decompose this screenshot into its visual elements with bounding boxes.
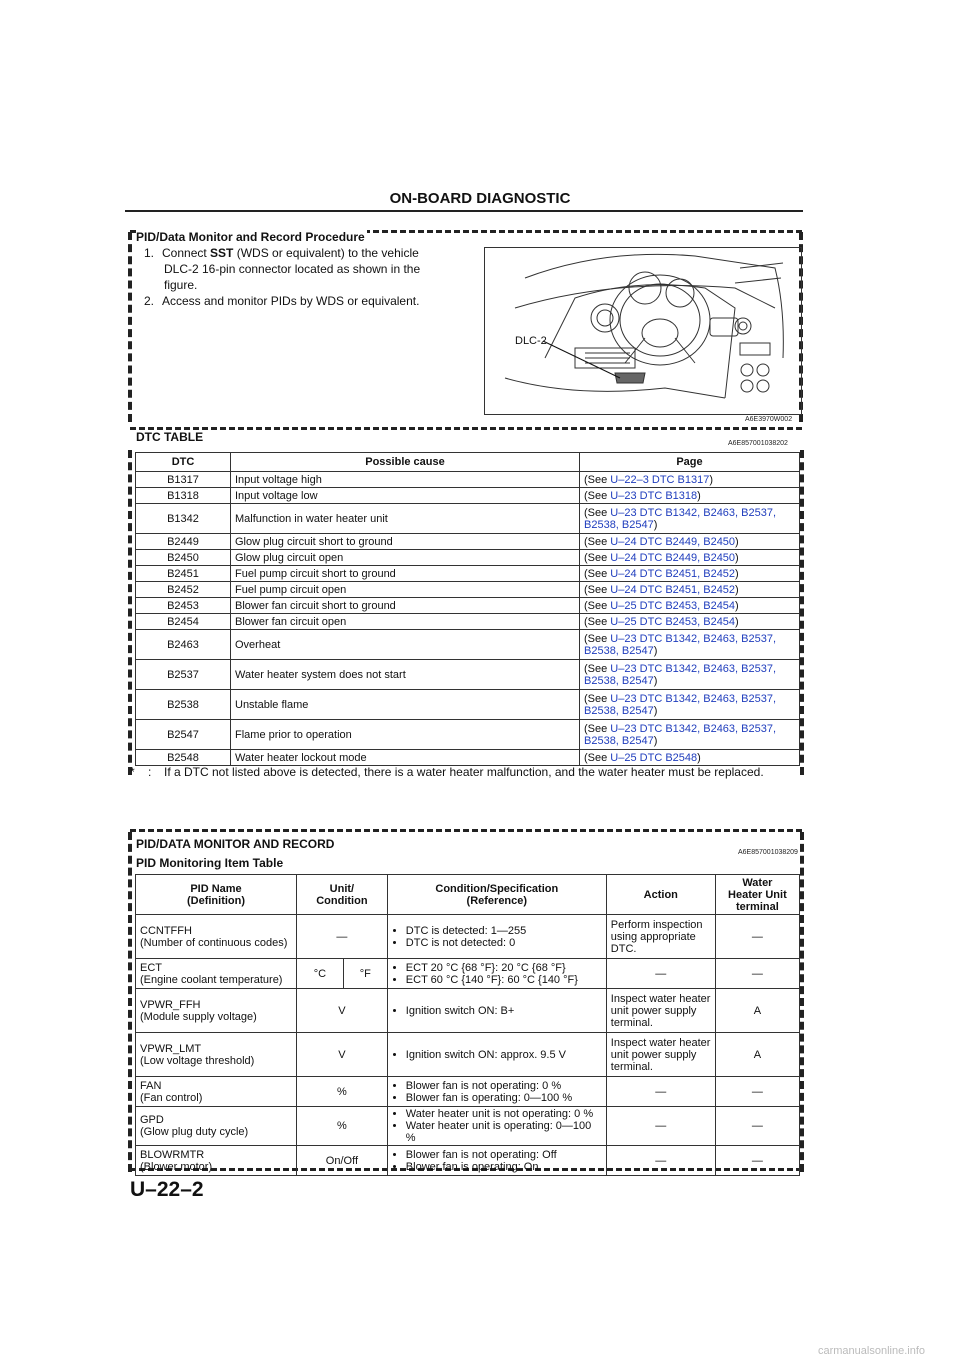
dtc-page-ref: (See U–25 DTC B2453, B2454) — [580, 614, 800, 630]
dtc-cause: Flame prior to operation — [231, 720, 580, 750]
pid-conditions — [387, 989, 606, 1033]
pid-dashed-top — [130, 829, 802, 832]
dtc-page-link[interactable]: U–24 DTC B2449, B2450 — [610, 535, 736, 548]
pid-name-header: PID Name (Definition) — [136, 875, 297, 915]
dtc-cause: Blower fan circuit open — [231, 614, 580, 630]
condition-item: • Ignition switch ON: B+ — [406, 1005, 602, 1017]
dtc-cause: Input voltage low — [231, 488, 580, 504]
pid-terminal: — — [715, 959, 799, 989]
dtc-page-link[interactable]: U–25 DTC B2453, B2454 — [610, 615, 736, 628]
dtc-page-ref: (See U–23 DTC B1318) — [580, 488, 800, 504]
condition-item: • DTC is detected: 1—255 — [406, 925, 602, 937]
pid-name: BLOWRMTR — [140, 1148, 205, 1161]
pid-definition: (Low voltage threshold) — [140, 1054, 255, 1067]
dtc-page-link[interactable]: U–25 DTC B2453, B2454 — [610, 599, 736, 612]
dtc-dashed-left — [128, 450, 132, 775]
dtc-page-link[interactable]: U–23 DTC B1342, B2463, B2537, B2538, B2547 — [584, 632, 777, 657]
dtc-table-row — [136, 550, 800, 566]
dtc-page-link[interactable]: U–25 DTC B2548 — [610, 751, 698, 764]
pid-definition: (Blower motor) — [140, 1160, 213, 1173]
pid-conditions — [387, 1146, 606, 1176]
pid-table-row — [136, 1107, 800, 1146]
dtc-table-row — [136, 582, 800, 598]
condition-item: • Blower fan is operating: 0—100 % — [406, 1092, 602, 1104]
dtc-page-ref: (See U–22–3 DTC B1317) — [580, 472, 800, 488]
pid-terminal: A — [715, 1033, 799, 1077]
pid-name-cell — [136, 1146, 297, 1176]
action-header: Action — [606, 875, 715, 915]
dtc-page-ref: (See U–24 DTC B2449, B2450) — [580, 550, 800, 566]
unit-header: Unit/ Condition — [297, 875, 388, 915]
dtc-cause: Glow plug circuit short to ground — [231, 534, 580, 550]
pid-definition: (Module supply voltage) — [140, 1010, 257, 1023]
pid-table-row — [136, 959, 800, 989]
dtc-page-ref: (See U–25 DTC B2548) — [580, 750, 800, 766]
pid-terminal: A — [715, 989, 799, 1033]
dtc-cause: Fuel pump circuit short to ground — [231, 566, 580, 582]
pid-subtitle: PID Monitoring Item Table — [136, 856, 284, 870]
step-2: 2. Access and monitor PIDs by WDS or equivalent. — [144, 294, 420, 308]
pid-conditions — [387, 1077, 606, 1107]
pid-conditions — [387, 915, 606, 959]
page-col-header: Page — [580, 453, 800, 472]
pid-terminal: — — [715, 1146, 799, 1176]
pid-conditions — [387, 1107, 606, 1146]
pid-table-row — [136, 989, 800, 1033]
dtc-table-row — [136, 660, 800, 690]
dtc-page-ref: (See U–23 DTC B1342, B2463, B2537, B2538, B2547) — [580, 660, 800, 690]
dtc-cause: Glow plug circuit open — [231, 550, 580, 566]
dtc-page-link[interactable]: U–23 DTC B1318 — [610, 489, 698, 502]
dtc-code: B2452 — [136, 582, 231, 598]
dtc-page-ref: (See U–23 DTC B1342, B2463, B2537, B2538, B2547) — [580, 720, 800, 750]
condition-item: • Blower fan is operating: On — [406, 1161, 602, 1173]
pid-dashed-left — [128, 832, 132, 1172]
title-rule — [125, 210, 803, 212]
pid-name-cell — [136, 1107, 297, 1146]
pid-dashed-right — [800, 832, 804, 1172]
condition-item: • ECT 60 °C {140 °F}: 60 °C {140 °F} — [406, 974, 602, 986]
pid-name-cell — [136, 989, 297, 1033]
condition-item: • ECT 20 °C {68 °F}: 20 °C {68 °F} — [406, 962, 602, 974]
dtc-cause: Fuel pump circuit open — [231, 582, 580, 598]
condition-item: • Blower fan is not operating: 0 % — [406, 1080, 602, 1092]
dtc-table-row — [136, 566, 800, 582]
pid-conditions — [387, 959, 606, 989]
dtc-cause: Blower fan circuit short to ground — [231, 598, 580, 614]
dlc2-label: DLC-2 — [515, 335, 547, 347]
pid-name: GPD — [140, 1114, 164, 1126]
dtc-code: B2547 — [136, 720, 231, 750]
pid-unit: °C — [297, 959, 344, 989]
pid-name-cell — [136, 915, 297, 959]
dtc-table-row — [136, 614, 800, 630]
dtc-cause: Water heater lockout mode — [231, 750, 580, 766]
pid-definition: (Fan control) — [140, 1091, 203, 1104]
page-title: ON-BOARD DIAGNOSTIC — [389, 190, 571, 207]
dtc-table-row — [136, 720, 800, 750]
pid-name-cell — [136, 959, 297, 989]
pid-unit: % — [297, 1107, 388, 1146]
pid-definition: (Number of continuous codes) — [140, 936, 288, 949]
pid-action: — — [606, 1107, 715, 1146]
pid-unit: % — [297, 1077, 388, 1107]
pid-name: CCNTFFH — [140, 924, 192, 937]
pid-action: Perform inspection using appropriate DTC. — [606, 915, 715, 959]
page-number: U–22–2 — [130, 1178, 204, 1201]
pid-terminal: — — [715, 915, 799, 959]
dashed-border-left — [128, 232, 132, 422]
dtc-cause: Water heater system does not start — [231, 660, 580, 690]
pid-name: ECT — [140, 961, 162, 974]
pid-action: Inspect water heater unit power supply terminal. — [606, 989, 715, 1033]
pid-action: Inspect water heater unit power supply terminal. — [606, 1033, 715, 1077]
step-1: 1. Connect SST (WDS or equivalent) to the vehicle — [144, 246, 419, 260]
dtc-code: B2453 — [136, 598, 231, 614]
dtc-page-link[interactable]: U–23 DTC B1342, B2463, B2537, B2538, B2547 — [584, 662, 777, 687]
pid-terminal: — — [715, 1077, 799, 1107]
dtc-table-row — [136, 534, 800, 550]
note-text: If a DTC not listed above is detected, there is a water heater malfunction, and the water heater must be replaced. — [164, 765, 764, 779]
watermark: carmanualsonline.info — [817, 1345, 925, 1357]
dtc-table-row — [136, 472, 800, 488]
condition-item: • DTC is not detected: 0 — [406, 937, 602, 949]
dtc-section-title: DTC TABLE — [136, 430, 204, 444]
dtc-code: B1342 — [136, 504, 231, 534]
dtc-dashed-right — [800, 450, 804, 775]
dtc-code: B2454 — [136, 614, 231, 630]
pid-table-row — [136, 1146, 800, 1176]
pid-name: VPWR_LMT — [140, 1042, 202, 1055]
pid-name-cell — [136, 1033, 297, 1077]
dtc-page-link[interactable]: U–23 DTC B1342, B2463, B2537, B2538, B2547 — [584, 506, 777, 531]
dtc-page-ref: (See U–24 DTC B2449, B2450) — [580, 534, 800, 550]
pid-unit: — — [297, 915, 388, 959]
terminal-header: Water Heater Unit terminal — [715, 875, 799, 915]
cause-col-header: Possible cause — [231, 453, 580, 472]
pid-unit: V — [297, 989, 388, 1033]
dtc-cause: Malfunction in water heater unit — [231, 504, 580, 534]
note: * : If a DTC not listed above is detected, there is a water heater malfunction, and the water heater must be replaced. — [130, 764, 800, 780]
dtc-page-link[interactable]: U–22–3 DTC B1317 — [610, 473, 710, 486]
dtc-code: B1318 — [136, 488, 231, 504]
pid-unit: On/Off — [297, 1146, 388, 1176]
dtc-code: B1317 — [136, 472, 231, 488]
dtc-page-link[interactable]: U–23 DTC B1342, B2463, B2537, B2538, B2547 — [584, 692, 777, 717]
procedure-title: PID/Data Monitor and Record Procedure — [136, 230, 365, 244]
dashboard-figure — [484, 247, 802, 415]
dtc-cause: Input voltage high — [231, 472, 580, 488]
pid-action: — — [606, 1077, 715, 1107]
condition-item: • Ignition switch ON: approx. 9.5 V — [406, 1049, 602, 1061]
pid-section-title: PID/DATA MONITOR AND RECORD — [136, 837, 335, 851]
condition-item: • Blower fan is not operating: Off — [406, 1149, 602, 1161]
dtc-table-row — [136, 504, 800, 534]
dtc-col-header: DTC — [136, 453, 231, 472]
condition-item: • Water heater unit is operating: 0—100 % — [406, 1120, 602, 1144]
pid-unit-alt: °F — [343, 959, 387, 989]
pid-table-row — [136, 1033, 800, 1077]
dtc-page-link[interactable]: U–24 DTC B2449, B2450 — [610, 551, 736, 564]
pid-name: VPWR_FFH — [140, 998, 201, 1011]
dtc-code: B2537 — [136, 660, 231, 690]
pid-definition: (Glow plug duty cycle) — [140, 1126, 249, 1138]
pid-definition: (Engine coolant temperature) — [140, 973, 283, 986]
dtc-cause: Overheat — [231, 630, 580, 660]
pid-header-row — [136, 875, 800, 915]
pid-section-code: A6E857001038209 — [738, 849, 798, 856]
pid-terminal: — — [715, 1107, 799, 1146]
dtc-section-code: A6E857001038202 — [728, 440, 788, 447]
dtc-code: B2463 — [136, 630, 231, 660]
dashed-border-bottom — [130, 427, 802, 430]
dtc-page-link[interactable]: U–24 DTC B2451, B2452 — [610, 583, 736, 596]
dtc-page-ref: (See U–23 DTC B1342, B2463, B2537, B2538, B2547) — [580, 630, 800, 660]
pid-action: — — [606, 959, 715, 989]
dtc-table-row — [136, 488, 800, 504]
dtc-table-row — [136, 598, 800, 614]
dtc-page-ref: (See U–24 DTC B2451, B2452) — [580, 566, 800, 582]
dtc-code: B2451 — [136, 566, 231, 582]
condition-header: Condition/Specification (Reference) — [387, 875, 606, 915]
dtc-code: B2449 — [136, 534, 231, 550]
dtc-page-ref: (See U–23 DTC B1342, B2463, B2537, B2538, B2547) — [580, 690, 800, 720]
dtc-header-row — [136, 453, 800, 472]
pid-name-cell — [136, 1077, 297, 1107]
pid-name: FAN — [140, 1079, 162, 1092]
dtc-table — [135, 452, 800, 766]
figure-code: A6E3970W002 — [745, 416, 793, 423]
procedure-steps: 1. Connect SST (WDS or equivalent) to the vehicle DLC-2 16-pin connector located as shown in the figure. 2. Access and monitor PIDs by WDS or equivalent. — [144, 245, 474, 309]
dtc-code: B2548 — [136, 750, 231, 766]
dtc-cause: Unstable flame — [231, 690, 580, 720]
dtc-code: B2450 — [136, 550, 231, 566]
dtc-page-ref: (See U–25 DTC B2453, B2454) — [580, 598, 800, 614]
dtc-table-row — [136, 690, 800, 720]
dtc-page-ref: (See U–24 DTC B2451, B2452) — [580, 582, 800, 598]
dtc-page-link[interactable]: U–24 DTC B2451, B2452 — [610, 567, 736, 580]
dashboard-illustration — [485, 248, 801, 414]
pid-conditions — [387, 1033, 606, 1077]
dtc-table-row — [136, 630, 800, 660]
dtc-code: B2538 — [136, 690, 231, 720]
pid-table — [135, 874, 800, 1176]
pid-table-row — [136, 1077, 800, 1107]
dtc-page-ref: (See U–23 DTC B1342, B2463, B2537, B2538, B2547) — [580, 504, 800, 534]
pid-table-row — [136, 915, 800, 959]
dtc-page-link[interactable]: U–23 DTC B1342, B2463, B2537, B2538, B2547 — [584, 722, 777, 747]
pid-unit: V — [297, 1033, 388, 1077]
condition-item: • Water heater unit is not operating: 0 % — [406, 1108, 602, 1120]
pid-action: — — [606, 1146, 715, 1176]
